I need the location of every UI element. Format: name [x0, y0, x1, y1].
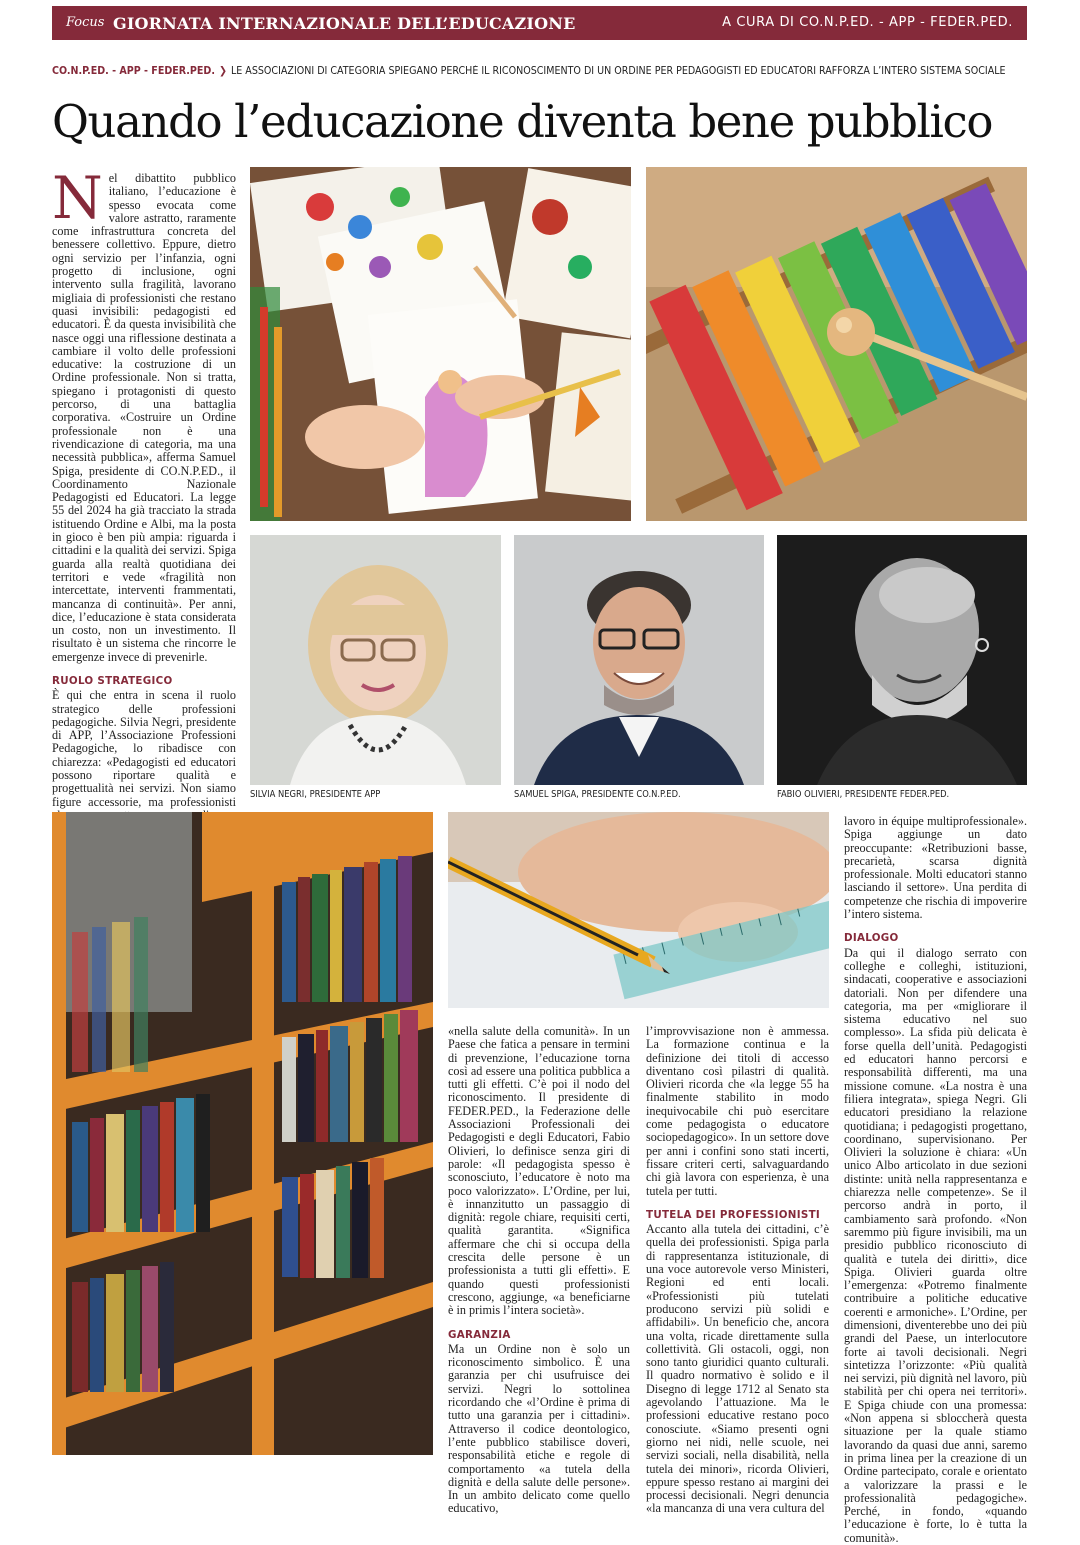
article-column-1: [52, 164, 236, 875]
photo-fabio-olivieri: [777, 535, 1027, 785]
photo-children-drawing: [250, 167, 631, 521]
subheading-garanzia: GARANZIA: [448, 1328, 511, 1341]
article-paragraph: È qui che entra in scena il ruolo strategico delle professioni pedagogiche. Silvia Negri, presidente di APP, l’Associazione Professioni Pedagogiche, lo ribadisce con chiarezza: «Pedagogisti ed educatori possono riportare qualità e progettualità nei servizi. Non siamo figure accessorie, ma professionisti: [52, 688, 236, 809]
article-paragraph: Nel dibattito pubblico italiano, l’educazione è spesso evocata come valore astratto, raramente come infrastruttura concreta del benessere collettivo. Eppure, dietro ogni servizio per l’infanzia, ogni progetto di inclusione, ogni intervento sulla fragilità, lavorano migliaia di professionisti che restano quasi invisibili: pedagogisti ed educatori. È da questa invisibilità che nasce oggi una riflessione destinata a cambiare il volto delle professioni educative: la costruzione di un Ordine professionale. Non si tratta, spiegano i protagonisti di questo percorso, di una battaglia corporativa. «Costruire un Ordine professionale non è una rivendicazione di categoria, ma una necessità pubblica», afferma Samuel Spiga, presidente di CO.N.P.ED., il Coordinamento Nazionale Pedagogisti ed Educatori. La legge 55 del 2024 ha già tracciato la strada istituendo Ordine e Albi, ma la posta in gioco è ben più ampia: riguarda i cittadini e la qualità dei servizi. Spiga guarda alla realtà quotidiana dei territori e vede «fragilità non intercettate, interventi frammentati, mancanza di continuità». Per anni, dice, l’educazione è stata considerata un costo, non un investimento. Il risultato è un sistema che rincorre le emergenze invece di prevenirle.: [52, 164, 236, 664]
dropcap-letter: N: [52, 164, 103, 232]
kicker-source: CO.N.P.ED. - APP - FEDER.PED.: [52, 65, 215, 77]
photo-pencil-drawing: [448, 812, 829, 1008]
photo-silvia-negri: [250, 535, 501, 785]
article-paragraph: lavoro in équipe multiprofessionale». Spiga aggiunge un dato preoccupante: «Retribuzioni basse, precarietà, scarsa dignità professionale. Molti educatori stanno lasciando il settore». Una perdita di competenze che rischia di impoverire l’intero sistema.: [844, 814, 1027, 922]
article-paragraph: l’improvvisazione non è ammessa. La formazione continua e la definizione dei titoli di accesso diventano così pilastri di qualità. Olivieri ricorda che «la legge 55 ha finalmente stabilito in modo inequivocabile chi può esercitare come pedagogista o educatore sociopedagogico». In un settore dove per anni i confini sono stati incerti, fissare criteri certi, salvaguardando chi già lavora con esperienza, è una tutela per tutti.: [646, 1024, 829, 1198]
photo-bookshelves: [52, 812, 433, 1455]
section-header-band: [52, 6, 1027, 40]
chevron-right-icon: ❯: [218, 65, 227, 77]
caption-spiga: SAMUEL SPIGA, PRESIDENTE CO.N.P.ED.: [514, 789, 681, 800]
article-paragraph: Accanto alla tutela dei cittadini, c’è quella dei professionisti. Spiga parla di rappresentanza istituzionale, di una voce autorevole verso Ministeri, Regioni ed enti locali. «Professionisti più tutelati producono servizi più solidi e affidabili». Un beneficio che, ancora una volta, ricade direttamente sulla collettività. Gli ostacoli, oggi, non sono tanto giuridici quanto culturali. Il quadro normativo è solido e il Disegno di legge 1712 al Senato sta agevolando l’attuazione. Ma le professioni educative restano poco conosciute. «Siamo presenti ogni giorno nei nidi, nelle scuole, nei servizi sociali, nella disabilità, nella tutela dei minori», ricorda Olivieri, eppure spesso restano ai margini dei processi decisionali. Negri denuncia «la mancanza di una vera cultura del: [646, 1222, 829, 1516]
article-column-3: [646, 1025, 829, 1516]
article-column-4: [844, 815, 1027, 1545]
section-title: GIORNATA INTERNAZIONALE DELL’EDUCAZIONE: [113, 14, 576, 33]
caption-olivieri: FABIO OLIVIERI, PRESIDENTE FEDER.PED.: [777, 789, 950, 800]
section-focus-label: Focus: [66, 15, 105, 30]
caption-negri: SILVIA NEGRI, PRESIDENTE APP: [250, 789, 381, 800]
article-paragraph: Ma un Ordine non è solo un riconoscimento simbolico. È una garanzia per chi usufruisce dei servizi. Negri lo sottolinea ricordando che «l’Ordine è prima di tutto una garanzia per i cittadini». Attraverso il codice deontologico, l’ente pubblico stabilisce doveri, responsabilità etiche e regole di comportamento «a tutela della dignità e della salute delle persone». In un ambito delicato come quello educativo,: [448, 1341, 630, 1516]
subheading-tutela-professionisti: TUTELA DEI PROFESSIONISTI: [646, 1208, 821, 1221]
article-column-2: [448, 1025, 630, 1516]
kicker-text: LE ASSOCIAZIONI DI CATEGORIA SPIEGANO PERCHÉ IL RICONOSCIMENTO DI UN ORDINE PER PEDAGOGISTI ED EDUCATORI RAFFORZA L’INTERO SISTEMA SOCIALE: [230, 65, 1006, 77]
article-paragraph: Da qui il dialogo serrato con colleghe e colleghi, istituzioni, sindacati, cooperative e associazioni datoriali. Non per difendere una categoria, ma per «migliorare il sistema educativo nel suo complesso». La sfida più delicata è forse quella dell’unità. Pedagogisti ed educatori hanno percorsi e responsabilità differenti, ma una missione comune. «La nostra è una filiera integrata», spiega Negri. Gli educatori presidiano la relazione quotidiana; i pedagogisti progettano, coordinano, supervisionano. Per Olivieri la soluzione è chiara: «Un unico Albo articolato in due sezioni distinte: unità nella rappresentanza e chiarezza nelle competenze». Se il percorso andrà in porto, il cambiamento sarà profondo. «Non saremmo più figure invisibili, ma un presidio pubblico riconosciuto di qualità e tutela dei diritti», dice Spiga. Olivieri guarda oltre l’emergenza: «Potremo finalmente contribuire a politiche educative coerenti e armoniche». L’Ordine, per dimensioni, diventerebbe uno dei più grandi del Paese, un interlocutore forte ai tavoli decisionali. Negri sintetizza l’orizzonte: «Più qualità nei servizi, più dignità nel lavoro, più stabilità per chi opera nei territori». E Spiga chiude con una promessa: «Non appena si sbloccherà questa situazione per la quale stiamo lavorando da quasi due anni, saremo in prima linea per la creazione di un Ordine partecipato, corale e orientato a valorizzare la prassi e le professionalità pedagogiche». Perché, in fondo, «quando l’educazione è forte, lo è tutta la comunità».: [844, 945, 1027, 1545]
subheading-dialogo: DIALOGO: [844, 932, 899, 945]
article-paragraph: «nella salute della comunità». In un Paese che fatica a pensare in termini di prevenzione, l’educazione torna così ad essere una politica pubblica a tutti gli effetti. C’è poi il nodo del riconoscimento. Il presidente di FEDER.PED., la Federazione delle Associazioni Professionali dei Pedagogisti e degli Educatori, Fabio Olivieri, lo definisce senza giri di parole: «Il pedagogista spesso è sconosciuto, l’educatore è noto ma poco valorizzato». L’Ordine, per lui, è innanzitutto un passaggio di dignità: regole chiare, requisiti certi, qualità garantita. «Significa affermare che chi si occupa della crescita delle persone è un professionista a tutti gli effetti». E quando questi professionisti crescono, aggiunge, «a beneficiarne è in primis l’intera società».: [448, 1024, 630, 1318]
curated-by-label: A CURA DI CO.N.P.ED. - APP - FEDER.PED.: [722, 15, 1013, 30]
headline: Quando l’educazione diventa bene pubblico: [52, 95, 993, 148]
subheading-ruolo-strategico: RUOLO STRATEGICO: [52, 674, 173, 687]
photo-samuel-spiga: [514, 535, 764, 785]
kicker-line: [52, 65, 1042, 77]
photo-xylophone: [646, 167, 1027, 521]
